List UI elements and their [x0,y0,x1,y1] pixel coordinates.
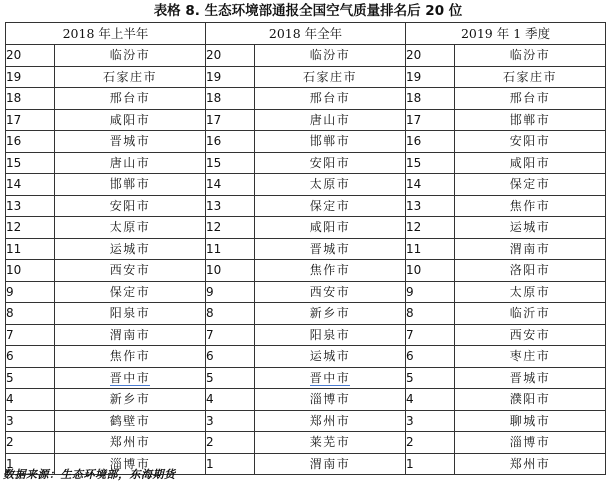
rank-number: 7 [6,324,55,346]
city-name-text: 渭南市 [109,327,151,342]
rank-number: 6 [406,346,455,368]
rank-number: 14 [206,174,255,196]
city-name-text: 邢台市 [309,91,351,106]
table-header-row [6,23,606,45]
rank-number: 4 [6,389,55,411]
city-name-text: 太原市 [509,284,551,299]
city-name-text: 西安市 [109,263,151,278]
city-name [255,238,406,260]
city-name-text: 焦作市 [109,349,151,364]
table-row [6,303,606,325]
city-name-text: 焦作市 [509,198,551,213]
rank-number: 5 [206,367,255,389]
rank-number: 11 [406,238,455,260]
rank-number: 16 [6,131,55,153]
city-name-text: 临汾市 [309,48,351,63]
city-name [455,389,606,411]
city-name [255,410,406,432]
rank-number: 20 [206,45,255,67]
city-name-text: 运城市 [509,220,551,235]
city-name-text: 晋城市 [509,370,551,385]
table-row [6,66,606,88]
city-name-text: 安阳市 [109,198,151,213]
city-name [255,346,406,368]
table-row [6,389,606,411]
city-name [455,367,606,389]
city-name [255,66,406,88]
city-name-text: 保定市 [309,198,351,213]
rank-number: 3 [406,410,455,432]
city-name [55,389,206,411]
city-name-text: 太原市 [109,220,151,235]
rank-number: 20 [6,45,55,67]
city-name-text: 鹤壁市 [109,413,151,428]
table-row [6,281,606,303]
city-name-text: 阳泉市 [309,327,351,342]
rank-number: 1 [6,453,55,475]
rank-number: 18 [406,88,455,110]
city-name-text: 郑州市 [109,435,151,450]
city-name [455,66,606,88]
rank-number: 15 [406,152,455,174]
city-name-text: 石家庄市 [503,69,558,84]
city-name-text: 郑州市 [509,456,551,471]
city-name [455,238,606,260]
city-name [255,324,406,346]
city-name-text: 晋中市 [109,370,151,385]
city-name-text: 邯郸市 [309,134,351,149]
rank-number: 10 [406,260,455,282]
city-name-text: 郑州市 [309,413,351,428]
rank-number: 5 [406,367,455,389]
city-name-text: 晋城市 [109,134,151,149]
rank-number: 12 [6,217,55,239]
table-row [6,174,606,196]
city-name [455,346,606,368]
rank-number: 18 [6,88,55,110]
city-name [255,303,406,325]
city-name-text: 邢台市 [109,91,151,106]
table-row [6,152,606,174]
city-name-text: 运城市 [109,241,151,256]
table-row [6,238,606,260]
city-name [255,367,406,389]
rank-number: 7 [206,324,255,346]
rank-number: 2 [406,432,455,454]
city-name-text: 太原市 [309,177,351,192]
table-body [6,45,606,475]
city-name [55,281,206,303]
rank-number: 17 [6,109,55,131]
rank-number: 20 [406,45,455,67]
rank-number: 12 [206,217,255,239]
city-name-text: 枣庄市 [509,349,551,364]
city-name-text: 淄博市 [509,435,551,450]
rank-number: 4 [206,389,255,411]
data-source-note: 数据来源：生态环境部，东海期货 [3,468,176,481]
city-name [255,195,406,217]
city-name-text: 保定市 [509,177,551,192]
rank-number: 14 [6,174,55,196]
rank-number: 19 [6,66,55,88]
city-name-text: 临沂市 [509,306,551,321]
city-name-text: 咸阳市 [509,155,551,170]
city-name-text: 西安市 [309,284,351,299]
rank-number: 9 [6,281,55,303]
rank-number: 13 [206,195,255,217]
city-name [455,453,606,475]
rank-number: 5 [6,367,55,389]
city-name [55,303,206,325]
city-name [455,432,606,454]
rank-number: 10 [206,260,255,282]
city-name-text: 淄博市 [109,456,151,471]
table-row [6,346,606,368]
city-name-text: 安阳市 [509,134,551,149]
table-row [6,88,606,110]
table-row [6,131,606,153]
city-name [455,217,606,239]
rank-number: 1 [206,453,255,475]
rank-number: 18 [206,88,255,110]
city-name [455,410,606,432]
city-name [55,346,206,368]
city-name-text: 渭南市 [509,241,551,256]
city-name [455,174,606,196]
city-name-text: 唐山市 [309,112,351,127]
city-name-text: 临汾市 [109,48,151,63]
city-name-text: 西安市 [509,327,551,342]
rank-number: 13 [406,195,455,217]
city-name-text: 唐山市 [109,155,151,170]
rank-number: 10 [6,260,55,282]
city-name [455,324,606,346]
city-name-text: 新乡市 [109,392,151,407]
rank-number: 16 [406,131,455,153]
city-name [55,324,206,346]
city-name [55,88,206,110]
city-name-text: 邯郸市 [509,112,551,127]
city-name [55,367,206,389]
table-row [6,195,606,217]
city-name [455,281,606,303]
city-name [255,432,406,454]
ranking-table [5,22,606,475]
city-name [55,45,206,67]
city-name-text: 安阳市 [309,155,351,170]
table-title: 表格 8. 生态环境部通报全国空气质量排名后 20 位 [153,3,463,19]
rank-number: 6 [6,346,55,368]
city-name-text: 濮阳市 [509,392,551,407]
city-name-text: 临汾市 [509,48,551,63]
city-name [255,45,406,67]
table-row [6,217,606,239]
city-name [455,152,606,174]
city-name [455,195,606,217]
city-name-text: 邯郸市 [109,177,151,192]
table-row [6,260,606,282]
city-name-text: 聊城市 [509,413,551,428]
city-name-text: 咸阳市 [309,220,351,235]
rank-number: 12 [406,217,455,239]
city-name [255,389,406,411]
city-name-text: 洛阳市 [509,263,551,278]
city-name [255,88,406,110]
city-name-text: 咸阳市 [109,112,151,127]
city-name-text: 渭南市 [309,456,351,471]
city-name-text: 运城市 [309,349,351,364]
rank-number: 15 [6,152,55,174]
city-name [55,109,206,131]
rank-number: 2 [6,432,55,454]
rank-number: 14 [406,174,455,196]
city-name-text: 莱芜市 [309,435,351,450]
rank-number: 7 [406,324,455,346]
rank-number: 15 [206,152,255,174]
table-row [6,45,606,67]
column-header-2019-q1: 2019 年 1 季度 [406,23,606,45]
city-name [55,238,206,260]
city-name [55,152,206,174]
rank-number: 16 [206,131,255,153]
city-name [55,174,206,196]
city-name-text: 新乡市 [309,306,351,321]
table-row [6,410,606,432]
city-name-text: 淄博市 [309,392,351,407]
city-name [55,195,206,217]
city-name [255,131,406,153]
table-row [6,432,606,454]
city-name [255,174,406,196]
rank-number: 13 [6,195,55,217]
city-name-text: 石家庄市 [303,69,358,84]
column-header-2018-h1: 2018 年上半年 [6,23,206,45]
rank-number: 17 [406,109,455,131]
rank-number: 1 [406,453,455,475]
city-name [455,303,606,325]
rank-number: 3 [6,410,55,432]
city-name [55,410,206,432]
city-name [455,88,606,110]
city-name [55,432,206,454]
rank-number: 11 [206,238,255,260]
city-name [455,131,606,153]
city-name [255,281,406,303]
rank-number: 8 [206,303,255,325]
rank-number: 11 [6,238,55,260]
city-name-text: 晋城市 [309,241,351,256]
city-name [255,217,406,239]
rank-number: 2 [206,432,255,454]
table-row [6,367,606,389]
city-name-text: 石家庄市 [103,69,158,84]
city-name [55,66,206,88]
rank-number: 9 [206,281,255,303]
rank-number: 17 [206,109,255,131]
city-name-text: 焦作市 [309,263,351,278]
city-name [455,109,606,131]
city-name [55,131,206,153]
city-name [255,260,406,282]
rank-number: 19 [206,66,255,88]
city-name-text: 保定市 [109,284,151,299]
rank-number: 8 [406,303,455,325]
city-name [455,260,606,282]
city-name-text: 晋中市 [309,370,351,385]
table-row [6,324,606,346]
rank-number: 19 [406,66,455,88]
rank-number: 8 [6,303,55,325]
rank-number: 6 [206,346,255,368]
city-name [255,453,406,475]
city-name [255,152,406,174]
rank-number: 3 [206,410,255,432]
city-name-text: 阳泉市 [109,306,151,321]
city-name [55,217,206,239]
city-name [255,109,406,131]
city-name [455,45,606,67]
city-name [55,260,206,282]
rank-number: 9 [406,281,455,303]
table-row [6,109,606,131]
rank-number: 4 [406,389,455,411]
column-header-2018-full: 2018 年全年 [206,23,406,45]
city-name-text: 邢台市 [509,91,551,106]
